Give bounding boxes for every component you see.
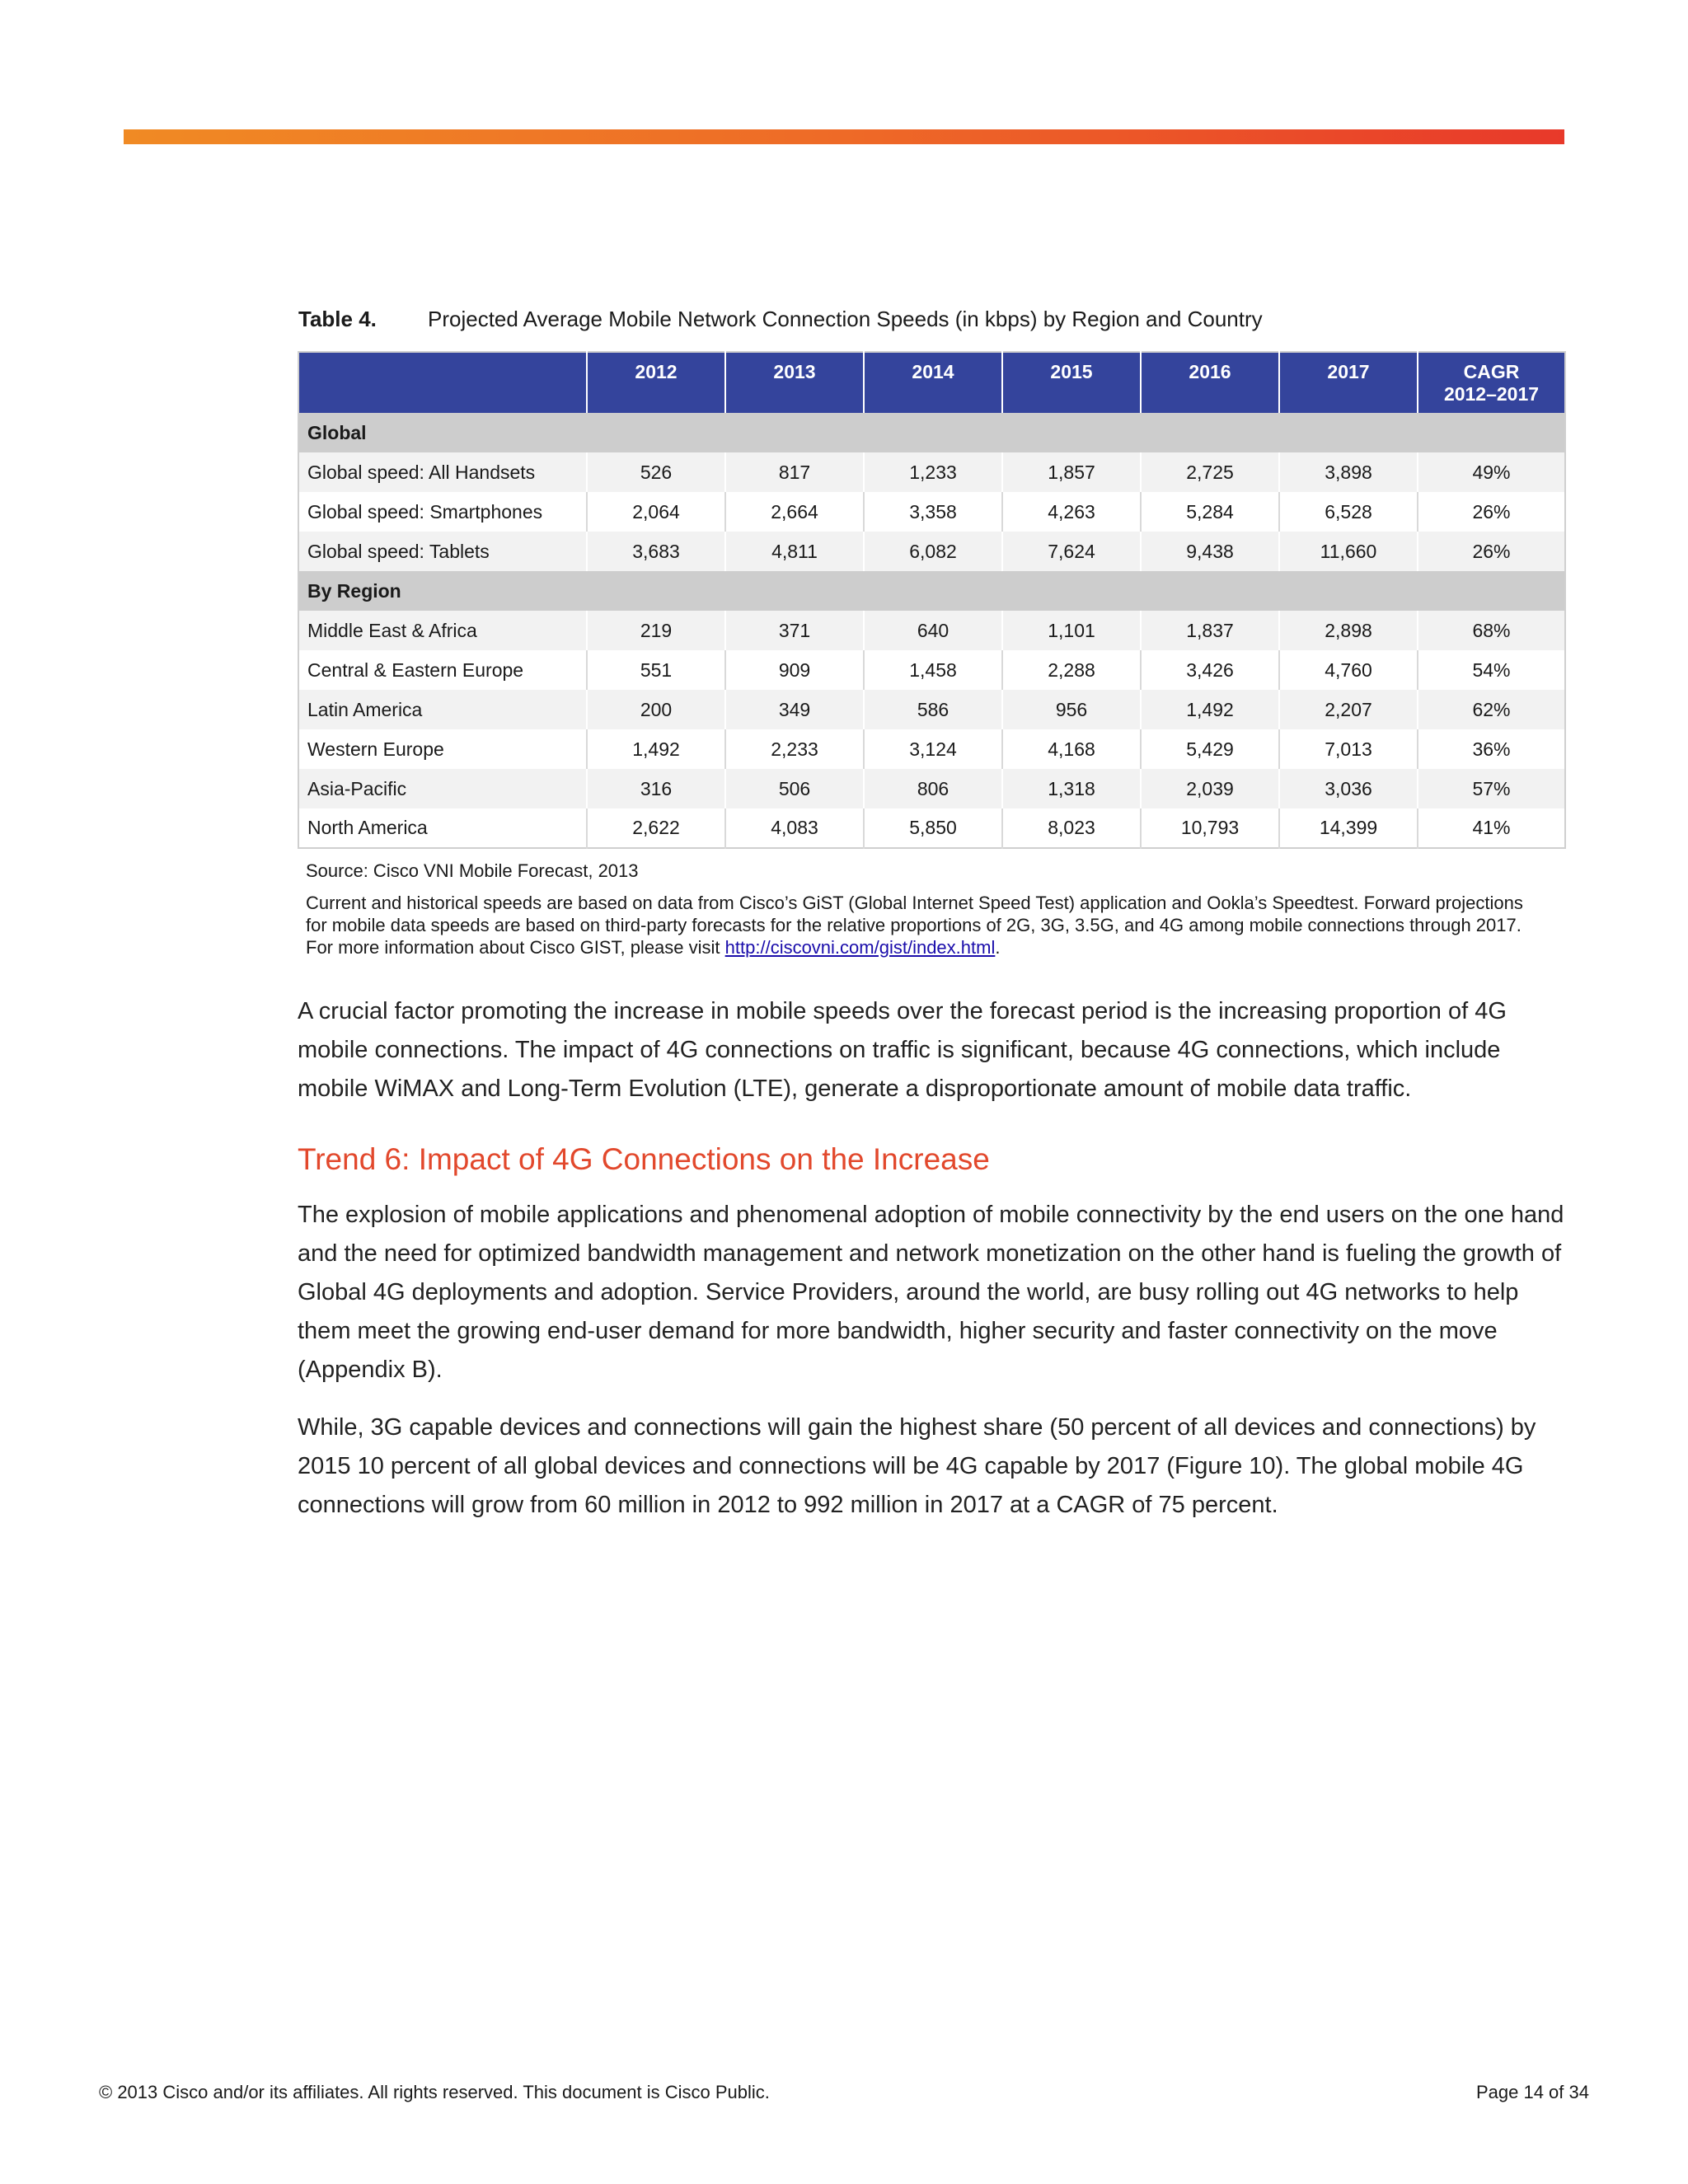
table-cell: 14,399 — [1279, 808, 1418, 848]
table-cell: 640 — [864, 611, 1002, 650]
table-cell: 551 — [587, 650, 725, 690]
table-cell: 6,082 — [864, 532, 1002, 571]
table-row — [298, 611, 1565, 650]
header-cell: 2016 — [1141, 352, 1279, 413]
table-cell: 806 — [864, 769, 1002, 808]
table-cell: 5,850 — [864, 808, 1002, 848]
table-caption — [298, 307, 1263, 332]
table-cell: 371 — [725, 611, 864, 650]
footer-page-number: Page 14 of 34 — [1475, 2082, 1589, 2102]
table-cell: 2,622 — [587, 808, 725, 848]
table-note-text: Current and historical speeds are based on data from Cisco’s GiST (Global Internet Speed Test) application and Ookla’s Speedtest. Forward projections for mobile data speeds are based on third-party forecasts for the relative proportions of 2G, 3G, 3.5G, and 4G among mobile connections through 2017. For more information about Cisco GIST, please visit — [306, 893, 1523, 958]
speed-table — [298, 351, 1566, 849]
table-note — [306, 892, 1542, 958]
table-cell: 349 — [725, 690, 864, 729]
table-cell: 1,233 — [864, 452, 1002, 492]
table-row — [298, 532, 1565, 571]
table-cell: 2,039 — [1141, 769, 1279, 808]
table-cell: 219 — [587, 611, 725, 650]
table-row — [298, 690, 1565, 729]
table-cell: 1,458 — [864, 650, 1002, 690]
footer-copyright: © 2013 Cisco and/or its affiliates. All rights reserved. This document is Cisco Public. — [99, 2082, 770, 2102]
table-cell: 1,318 — [1002, 769, 1141, 808]
table-cell: 1,492 — [587, 729, 725, 769]
row-label: Middle East & Africa — [298, 611, 587, 650]
row-label: Western Europe — [298, 729, 587, 769]
row-label: North America — [298, 808, 587, 848]
table-cell: 2,233 — [725, 729, 864, 769]
table-cell: 36% — [1418, 729, 1565, 769]
table-cell: 4,263 — [1002, 492, 1141, 532]
table-cell: 909 — [725, 650, 864, 690]
table-cell: 57% — [1418, 769, 1565, 808]
table-cell: 2,664 — [725, 492, 864, 532]
table-cell: 2,725 — [1141, 452, 1279, 492]
table-row — [298, 808, 1565, 848]
table-cell: 506 — [725, 769, 864, 808]
speed-table-container — [298, 351, 1564, 849]
table-cell: 26% — [1418, 532, 1565, 571]
table-cell: 7,013 — [1279, 729, 1418, 769]
row-label: Central & Eastern Europe — [298, 650, 587, 690]
table-row — [298, 492, 1565, 532]
gist-link[interactable]: http://ciscovni.com/gist/index.html — [724, 937, 996, 958]
table-cell: 4,083 — [725, 808, 864, 848]
table-cell: 817 — [725, 452, 864, 492]
header-cell: 2013 — [725, 352, 864, 413]
table-cell: 956 — [1002, 690, 1141, 729]
section-heading: Trend 6: Impact of 4G Connections on the Increase — [298, 1142, 990, 1176]
table-note-end: . — [995, 937, 1001, 958]
table-cell: 49% — [1418, 452, 1565, 492]
header-cell: 2017 — [1279, 352, 1418, 413]
header-cell — [298, 352, 587, 413]
table-cell: 41% — [1418, 808, 1565, 848]
row-label: Global speed: Smartphones — [298, 492, 587, 532]
table-cell: 316 — [587, 769, 725, 808]
header-cell: 2015 — [1002, 352, 1141, 413]
table-cell: 3,358 — [864, 492, 1002, 532]
table-cell: 54% — [1418, 650, 1565, 690]
table-row — [298, 452, 1565, 492]
table-cell: 62% — [1418, 690, 1565, 729]
table-cell: 26% — [1418, 492, 1565, 532]
table-body — [298, 413, 1565, 848]
table-cell: 1,101 — [1002, 611, 1141, 650]
table-cell: 2,898 — [1279, 611, 1418, 650]
table-cell: 4,168 — [1002, 729, 1141, 769]
table-caption-label: Table 4. — [298, 307, 377, 331]
table-cell: 3,426 — [1141, 650, 1279, 690]
body-paragraph-3: While, 3G capable devices and connections will gain the highest share (50 percent of all devices and connections) by 2015 10 percent of all global devices and connections will be 4G capable by 2017 (Figure 10). The global mobile 4G connections will grow from 60 million in 2012 to 992 million in 2017 at a CAGR of 75 percent. — [298, 1414, 1536, 1518]
brand-accent-bar — [124, 129, 1564, 144]
body-paragraph-2: The explosion of mobile applications and phenomenal adoption of mobile connectivity by the end users on the one hand and the need for optimized bandwidth management and network monetization on the other hand is fueling the growth of Global 4G deployments and adoption. Service Providers, around the world, are busy rolling out 4G networks to help them meet the growing end-user demand for more bandwidth, higher security and faster connectivity on the move (Appendix B). — [298, 1202, 1564, 1383]
table-cell: 1,492 — [1141, 690, 1279, 729]
table-cell: 5,284 — [1141, 492, 1279, 532]
table-cell: 10,793 — [1141, 808, 1279, 848]
header-cell: 2014 — [864, 352, 1002, 413]
table-header-row — [298, 352, 1565, 413]
section-label: Global — [298, 413, 1565, 452]
table-cell: 3,898 — [1279, 452, 1418, 492]
row-label: Global speed: All Handsets — [298, 452, 587, 492]
table-row — [298, 729, 1565, 769]
table-caption-title: Projected Average Mobile Network Connection Speeds (in kbps) by Region and Country — [428, 307, 1263, 331]
table-cell: 586 — [864, 690, 1002, 729]
table-section-row — [298, 413, 1565, 452]
table-cell: 5,429 — [1141, 729, 1279, 769]
row-label: Latin America — [298, 690, 587, 729]
table-row — [298, 769, 1565, 808]
header-cell: 2012 — [587, 352, 725, 413]
table-cell: 3,683 — [587, 532, 725, 571]
table-cell: 3,036 — [1279, 769, 1418, 808]
table-cell: 7,624 — [1002, 532, 1141, 571]
table-cell: 4,760 — [1279, 650, 1418, 690]
table-cell: 200 — [587, 690, 725, 729]
table-cell: 3,124 — [864, 729, 1002, 769]
table-cell: 6,528 — [1279, 492, 1418, 532]
row-label: Asia-Pacific — [298, 769, 587, 808]
table-cell: 11,660 — [1279, 532, 1418, 571]
table-cell: 2,207 — [1279, 690, 1418, 729]
table-section-row — [298, 571, 1565, 611]
table-row — [298, 650, 1565, 690]
table-cell: 9,438 — [1141, 532, 1279, 571]
section-label: By Region — [298, 571, 1565, 611]
table-cell: 526 — [587, 452, 725, 492]
table-cell: 8,023 — [1002, 808, 1141, 848]
header-cell: CAGR 2012–2017 — [1418, 352, 1565, 413]
table-cell: 1,837 — [1141, 611, 1279, 650]
table-cell: 1,857 — [1002, 452, 1141, 492]
table-cell: 4,811 — [725, 532, 864, 571]
table-cell: 2,064 — [587, 492, 725, 532]
table-cell: 68% — [1418, 611, 1565, 650]
row-label: Global speed: Tablets — [298, 532, 587, 571]
table-cell: 2,288 — [1002, 650, 1141, 690]
body-paragraph-1: A crucial factor promoting the increase in mobile speeds over the forecast period is the increasing proportion of 4G mobile connections. The impact of 4G connections on traffic is significant, because 4G connections, which include mobile WiMAX and Long-Term Evolution (LTE), generate a disproportionate amount of mobile data traffic. — [298, 998, 1507, 1102]
table-source: Source: Cisco VNI Mobile Forecast, 2013 — [306, 860, 639, 881]
